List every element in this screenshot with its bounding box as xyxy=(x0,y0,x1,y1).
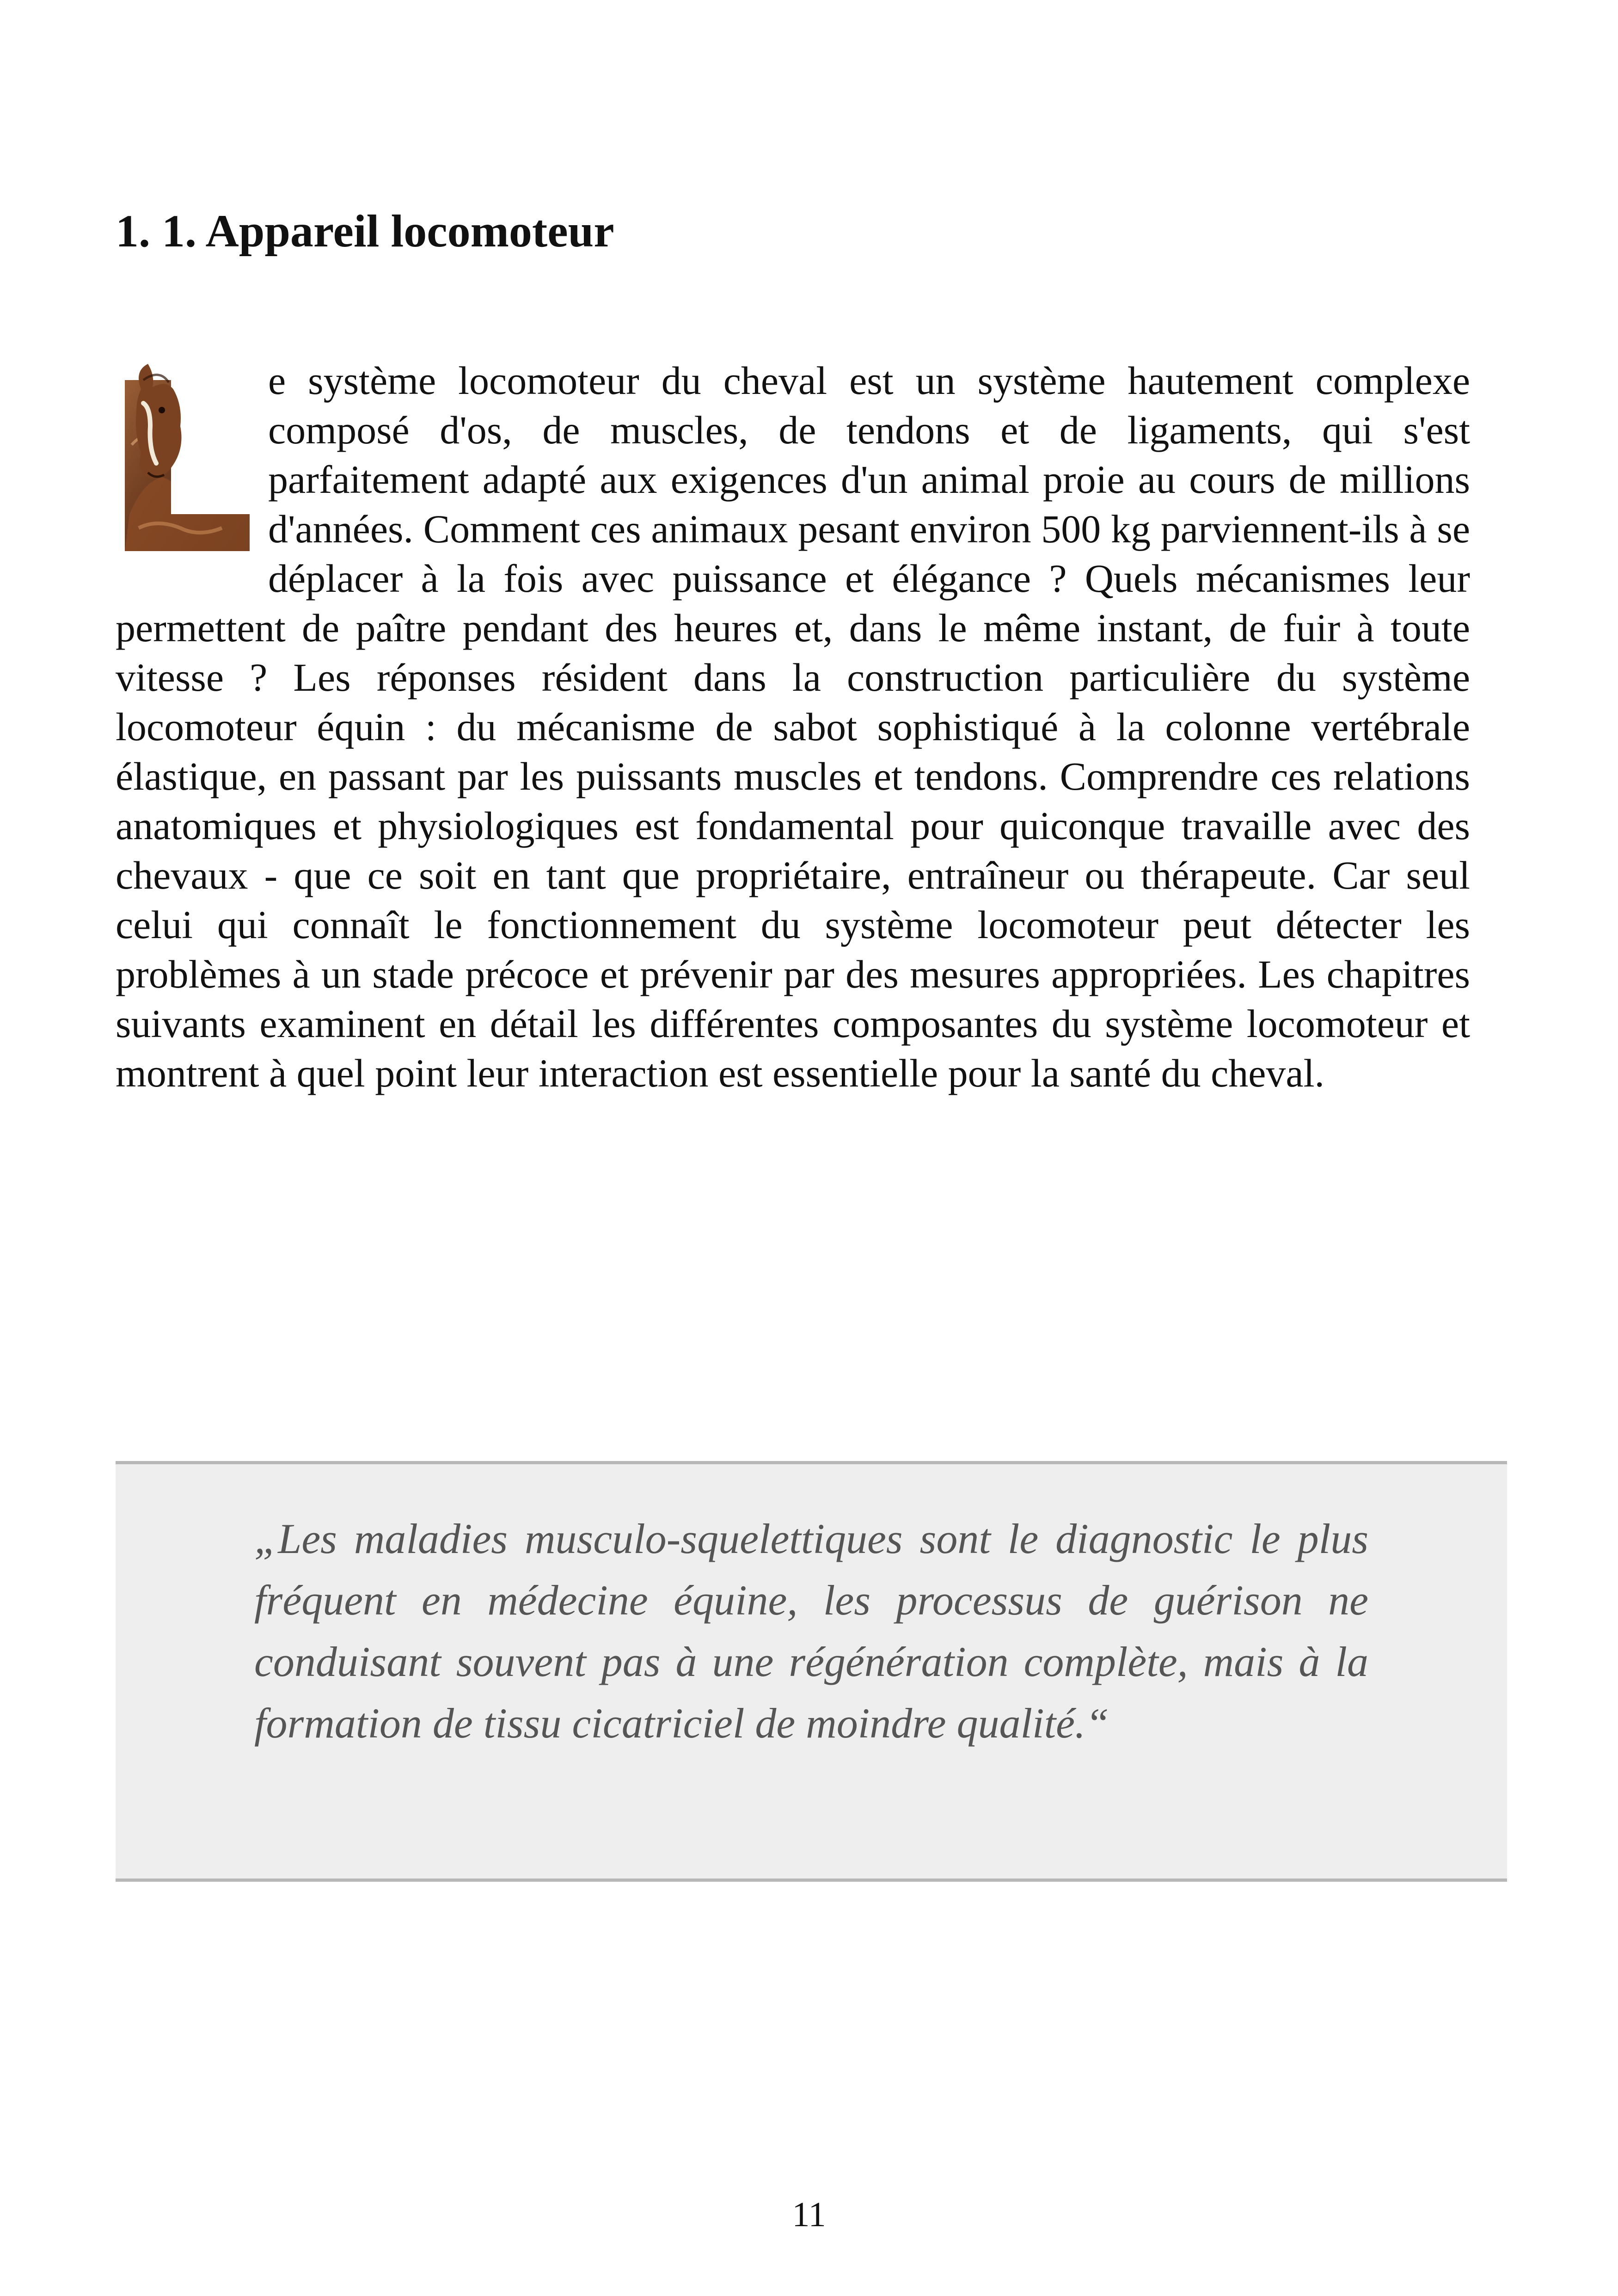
pull-quote-text: „Les maladies musculo-squelettiques sont le diagnostic le plus fréquent en médecine équine, les processus de guérison ne conduisant souvent pas à une régénération complète, mais à la formation de tissu cicatriciel de moindre qualité.“ xyxy=(254,1515,1368,1747)
intro-paragraph xyxy=(116,356,1470,1098)
section-heading: 1. 1. Appareil locomoteur xyxy=(116,205,614,257)
horse-head-drop-cap-icon xyxy=(116,362,254,556)
drop-cap-letter-l xyxy=(116,362,254,556)
intro-paragraph-text: e système locomoteur du cheval est un système hautement complexe composé d'os, de muscles, de tendons et de ligaments, qui s'est parfaitement adapté aux exigences d'un animal proie au cours de millions d'années. Comment ces animaux pesant environ 500 kg parviennent-ils à se déplacer à la fois avec puissance et élégance ? Quels mécanismes leur permettent de paître pendant des heures et, dans le même instant, de fuir à toute vitesse ? Les réponses résident dans la construction particulière du système locomoteur équin : du mécanisme de sabot sophistiqué à la colonne vertébrale élastique, en passant par les puissants muscles et tendons. Comprendre ces relations anatomiques et physiologiques est fondamental pour quiconque travaille avec des chevaux - que ce soit en tant que propriétaire, entraîneur ou thérapeute. Car seul celui qui connaît le fonctionnement du système locomoteur peut détecter les problèmes à un stade précoce et prévenir par des mesures appropriées. Les chapitres suivants examinent en détail les différentes composantes du système locomoteur et montrent à quel point leur interaction est essentielle pour la santé du cheval. xyxy=(116,358,1470,1095)
page-number: 11 xyxy=(792,2195,826,2234)
pull-quote-box xyxy=(116,1461,1507,1882)
